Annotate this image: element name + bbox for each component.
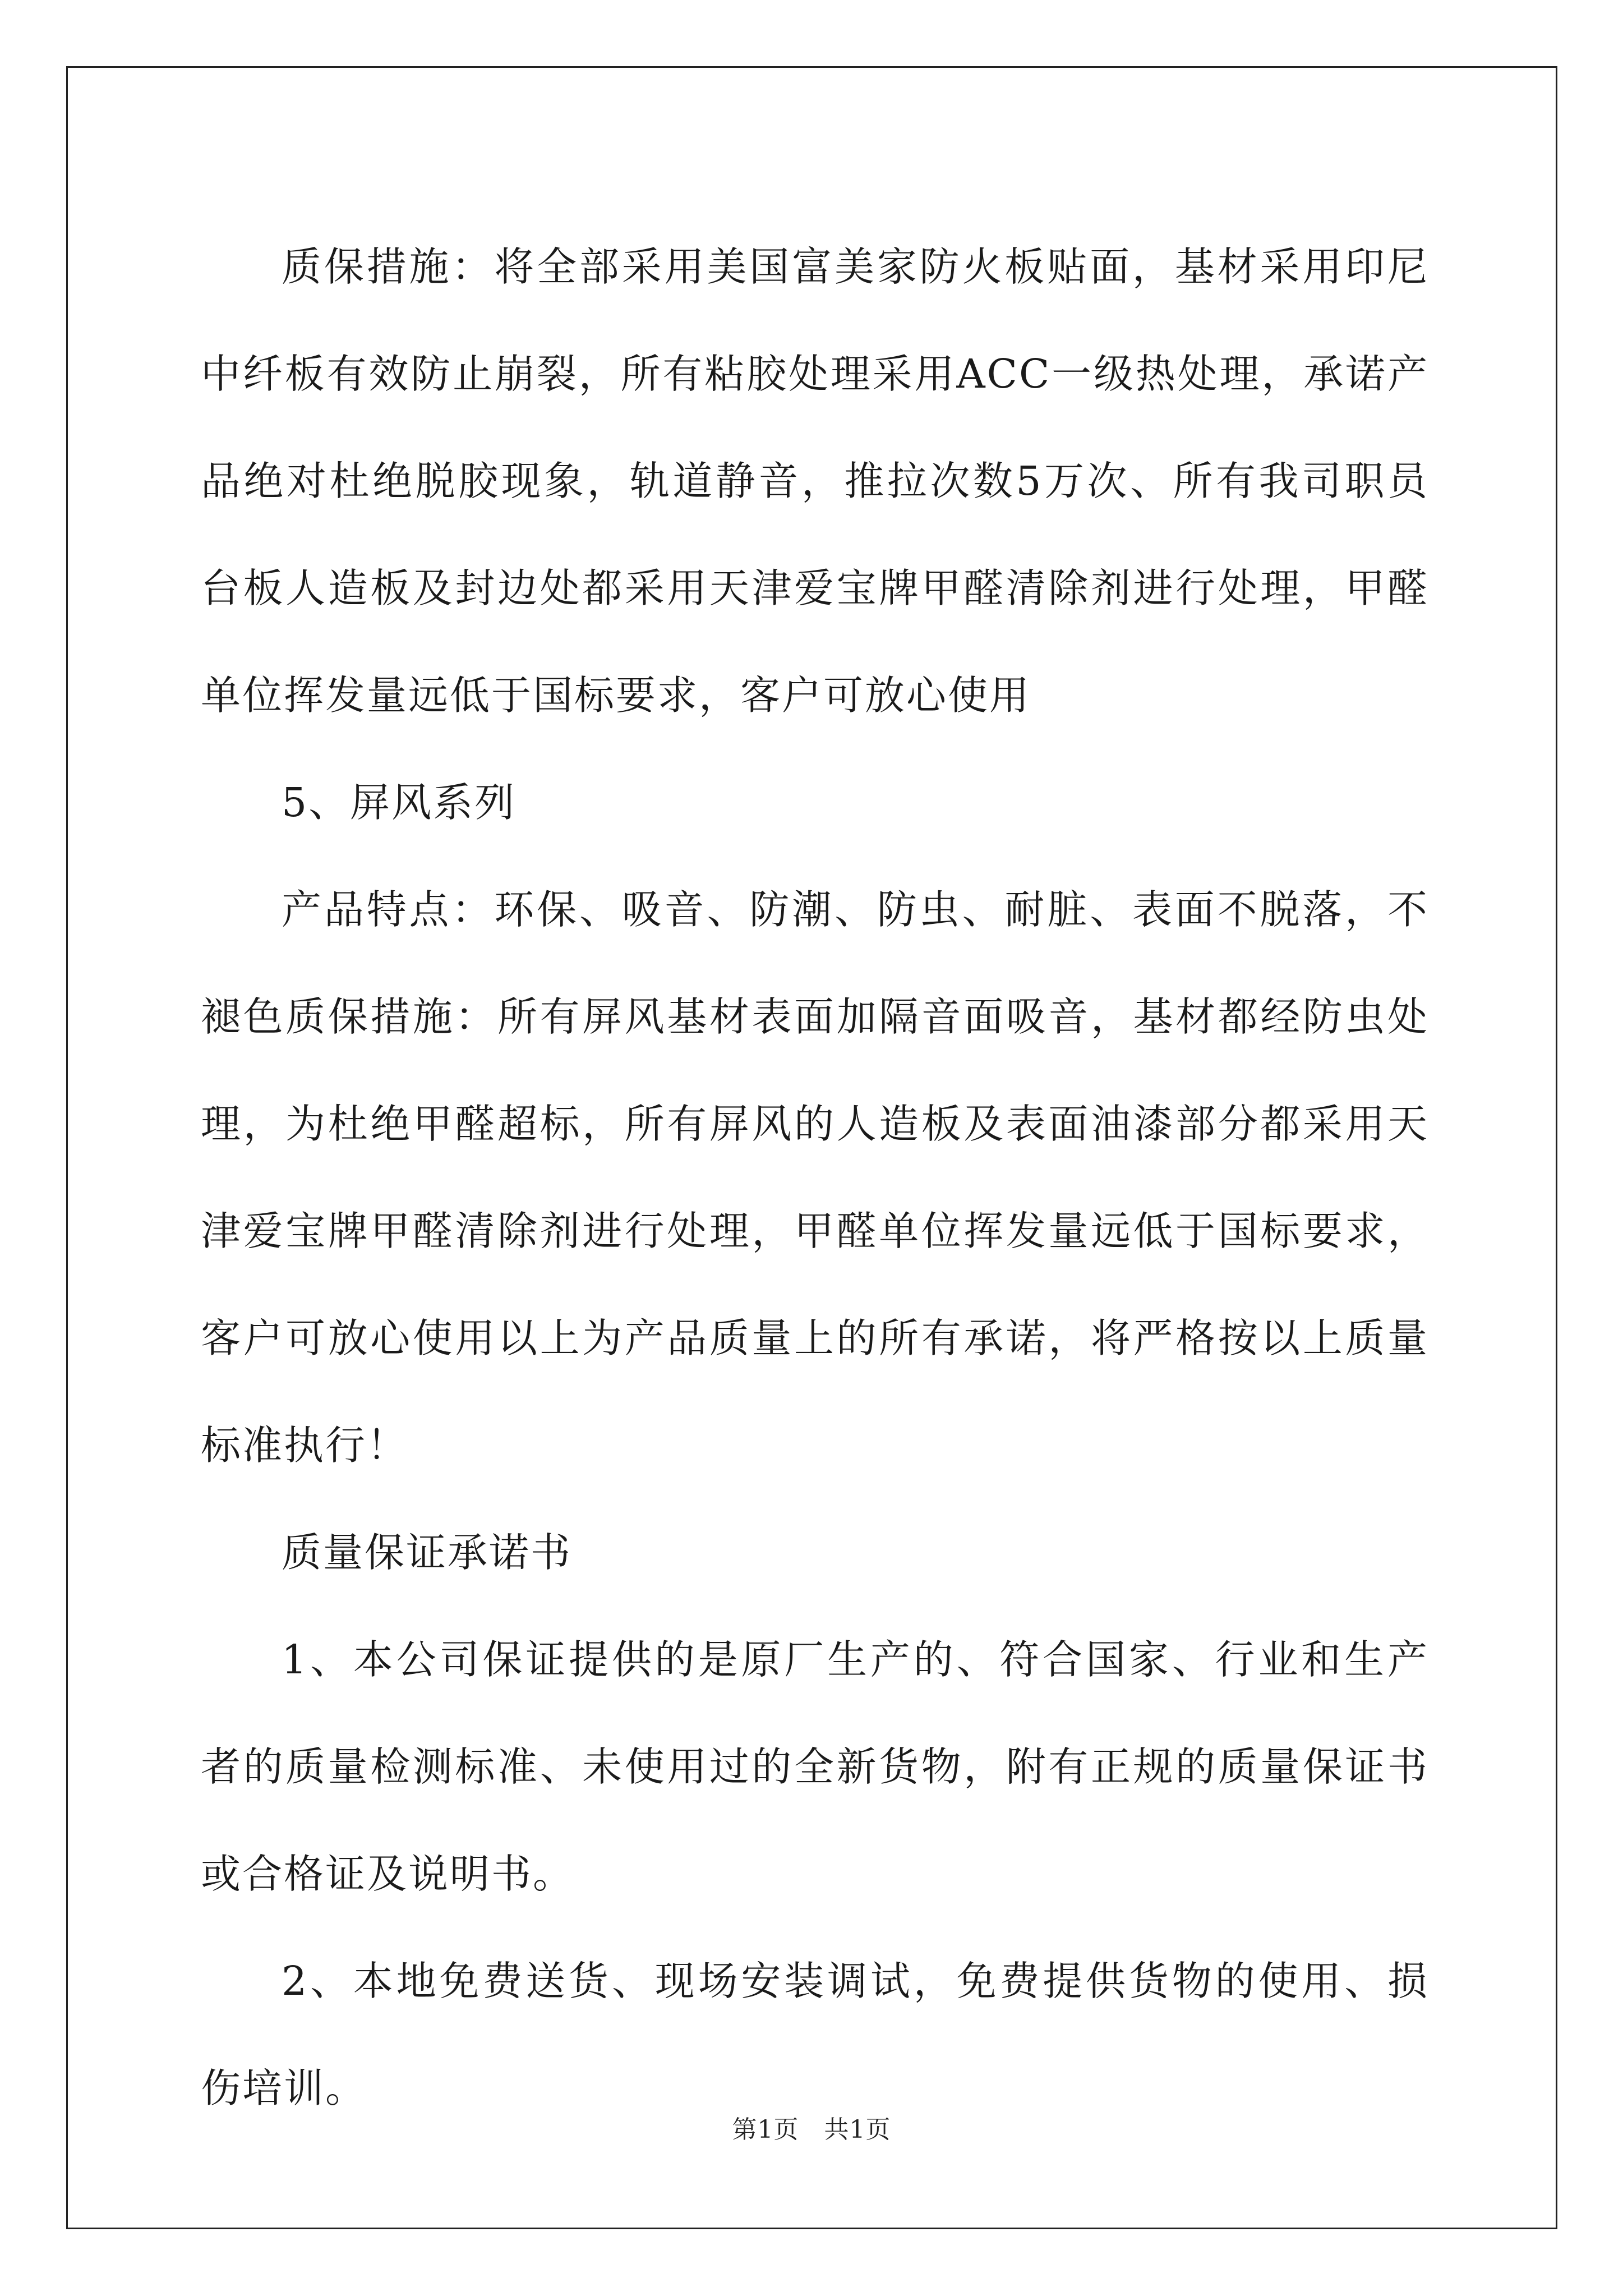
section-heading-screen-series: 5、屏风系列	[282, 779, 517, 826]
page-number-footer: 第1页 共1页	[732, 2115, 891, 2144]
paragraph-guarantee-item-2: 2、本地免费送货、现场安装调试，免费提供货物的使用、损伤培训。	[201, 1958, 1429, 2111]
document-body	[201, 213, 1429, 2142]
paragraph-product-features: 产品特点：环保、吸音、防潮、防虫、耐脏、表面不脱落，不褪色质保措施：所有屏风基材表面加隔音面吸音，基材都经防虫处理，为杜绝甲醛超标，所有屏风的人造板及表面油漆部分都采用天津爱宝牌甲醛清除剂进行处理，甲醛单位挥发量远低于国标要求，客户可放心使用以上为产品质量上的所有承诺，将严格按以上质量标准执行！	[201, 886, 1429, 1469]
section-heading-guarantee-letter: 质量保证承诺书	[282, 1529, 573, 1576]
paragraph-quality-measures: 质保措施：将全部采用美国富美家防火板贴面，基材采用印尼中纤板有效防止崩裂，所有粘胶处理采用ACC一级热处理，承诺产品绝对杜绝脱胶现象，轨道静音，推拉次数5万次、所有我司职员台板人造板及封边处都采用天津爱宝牌甲醛清除剂进行处理，甲醛单位挥发量远低于国标要求，客户可放心使用	[201, 243, 1429, 719]
paragraph-guarantee-item-1: 1、本公司保证提供的是原厂生产的、符合国家、行业和生产者的质量检测标准、未使用过的全新货物，附有正规的质量保证书或合格证及说明书。	[201, 1636, 1429, 1897]
